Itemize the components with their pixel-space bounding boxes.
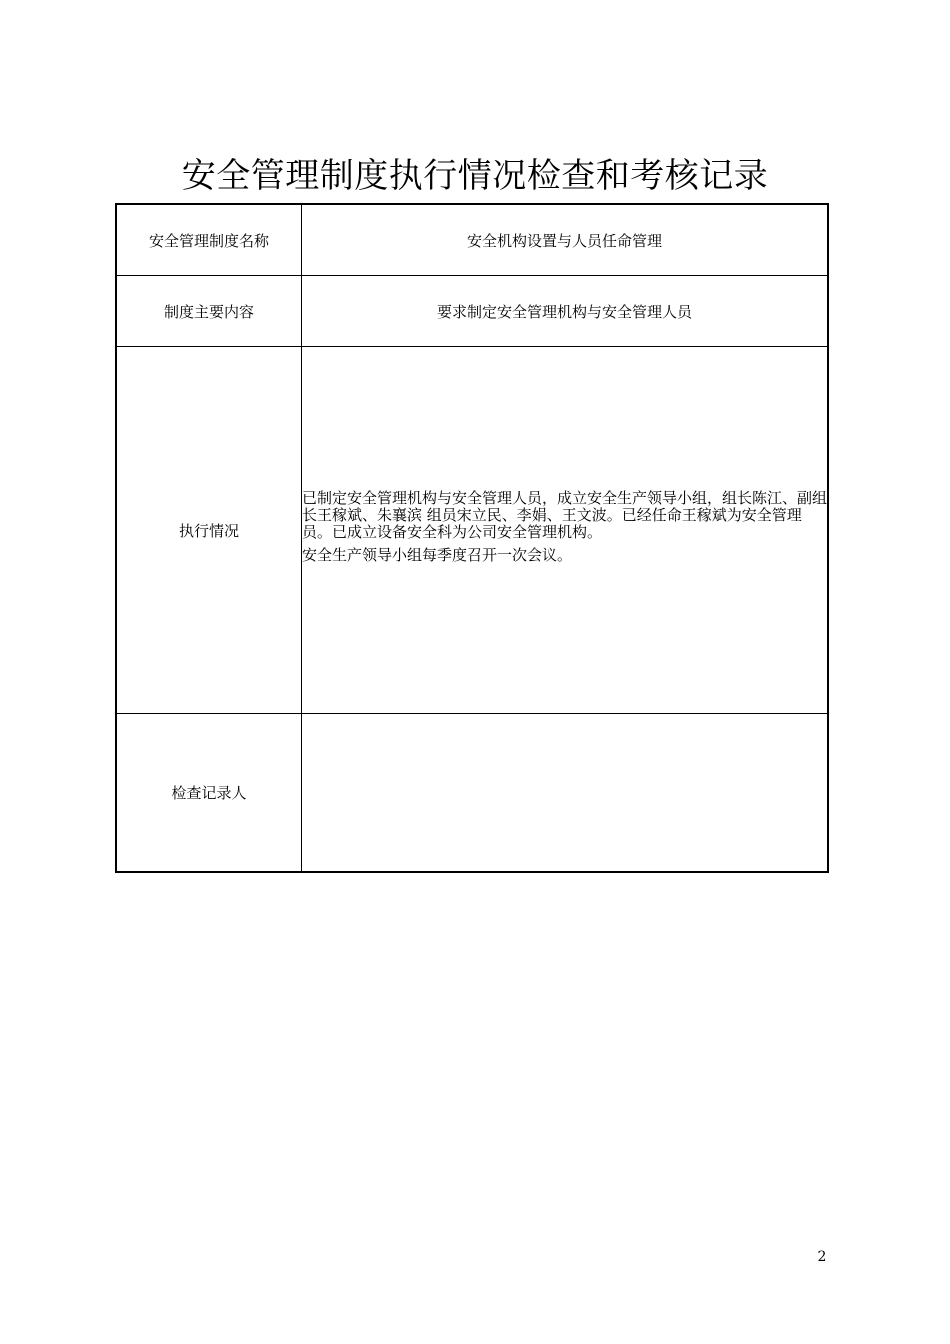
table-row-main-content bbox=[116, 276, 828, 347]
table-row-checker bbox=[116, 714, 828, 873]
page-title: 安全管理制度执行情况检查和考核记录 bbox=[181, 156, 769, 196]
checker-label: 检查记录人 bbox=[116, 714, 302, 873]
system-name-value: 安全机构设置与人员任命管理 bbox=[302, 204, 829, 276]
inspection-record-table bbox=[115, 203, 829, 873]
table-row-execution bbox=[116, 347, 828, 714]
main-content-value: 要求制定安全管理机构与安全管理人员 bbox=[302, 276, 829, 347]
execution-paragraph: 已制定安全管理机构与安全管理人员，成立安全生产领导小组，组长陈江、副组长王稼斌、朱襄滨 组员宋立民、李娟、王文波。已经任命王稼斌为安全管理员。已成立设备安全科为公司安全管理机构。 bbox=[302, 489, 828, 541]
table-row-system-name bbox=[116, 204, 828, 276]
execution-paragraph: 安全生产领导小组每季度召开一次会议。 bbox=[302, 546, 573, 564]
main-content-label: 制度主要内容 bbox=[116, 276, 302, 347]
system-name-label: 安全管理制度名称 bbox=[116, 204, 302, 276]
execution-label: 执行情况 bbox=[116, 347, 302, 714]
page-number: 2 bbox=[817, 1249, 827, 1265]
checker-value bbox=[302, 714, 829, 873]
execution-content bbox=[302, 347, 829, 714]
